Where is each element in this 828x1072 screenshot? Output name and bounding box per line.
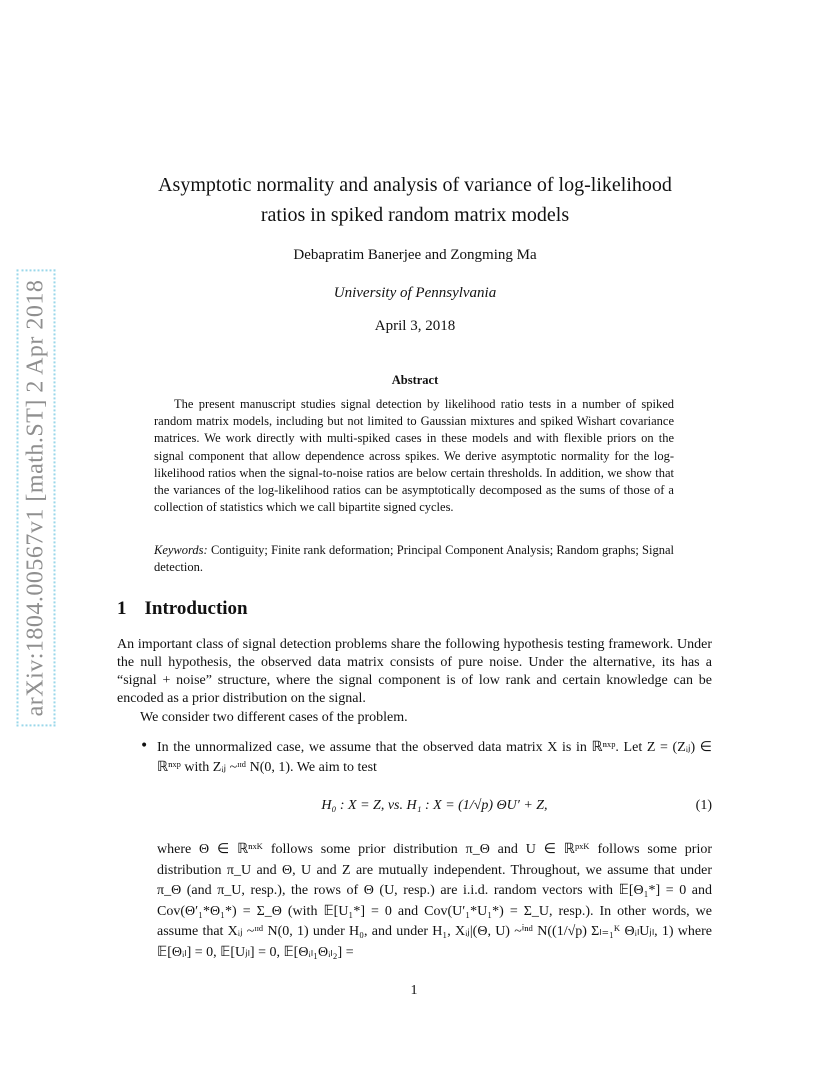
page-number: 1 — [410, 983, 418, 998]
title-line-1: Asymptotic normality and analysis of variance of log-likelihood — [158, 174, 672, 196]
intro-paragraph-2: We consider two different cases of the problem. — [140, 710, 408, 725]
keywords-label: Keywords: — [154, 543, 208, 557]
intro-paragraph-1: An important class of signal detection problems share the following hypothesis testing framework. Under the null hypothesis, the observed data matrix consists of pure noise. Under the alternative, its has a “signal + noise” structure, where the signal component is of low rank and certain knowledge can be encoded as a prior distribution on the signal. — [117, 637, 712, 706]
affiliation: University of Pennsylvania — [333, 285, 497, 301]
equation-1 — [157, 792, 712, 836]
section-title: Introduction — [144, 598, 248, 619]
bullet-1-continuation: where Θ ∈ ℝⁿˣᴷ follows some prior distribution π_Θ and U ∈ ℝᵖˣᴷ follows some prior distribution π_U and Θ, U and Z are mutually independent. Throughout, we assume that under π_Θ (and π_U, resp.), the rows of Θ (U, resp.) are i.i.d. random vectors with 𝔼[Θ₁*] = 0 and Cov(Θ′₁*Θ₁*) = Σ_Θ (with 𝔼[U₁*] = 0 and Cov(U′₁*U₁*) = Σ_U, resp.). In other words, we assume that Xᵢⱼ ~ᶦᶦᵈ N(0, 1) under H₀, and under H₁, Xᵢⱼ|(Θ, U) ~ⁱⁿᵈ N((1/√p) Σₗ₌₁ᴷ ΘᵢₗUⱼₗ, 1) where 𝔼[Θᵢₗ] = 0, 𝔼[Uⱼₗ] = 0, 𝔼[Θᵢₗ₁Θᵢₗ₂] = — [157, 842, 712, 960]
equation-number: (1) — [695, 798, 712, 813]
title-line-2: ratios in spiked random matrix models — [260, 204, 570, 226]
equation-body: H₀ : X = Z, vs. H₁ : X = (1/√p) ΘU′ + Z, — [321, 798, 548, 813]
date: April 3, 2018 — [374, 318, 456, 334]
abstract-heading: Abstract — [391, 373, 439, 387]
bullet-icon: • — [140, 738, 149, 754]
section-number: 1 — [117, 598, 127, 619]
paper-title — [100, 170, 730, 230]
section-heading — [117, 598, 248, 620]
arxiv-identifier[interactable]: arXiv:1804.00567v1 [math.ST] 2 Apr 2018 — [17, 270, 56, 727]
arxiv-stamp — [18, 250, 54, 746]
keywords — [154, 542, 674, 576]
keywords-text: Contiguity; Finite rank deformation; Principal Component Analysis; Random graphs; Signal detection. — [154, 543, 674, 575]
bullet-1-text: In the unnormalized case, we assume that the observed data matrix X is in ℝⁿˣᵖ. Let Z = (Zᵢⱼ) ∈ ℝⁿˣᵖ with Zᵢⱼ ~ᶦᶦᵈ N(0, 1). We aim to test — [157, 740, 712, 775]
abstract-text: The present manuscript studies signal detection by likelihood ratio tests in a number of spiked random matrix models, including but not limited to Gaussian mixtures and spiked Wishart covariance matrices. We work directly with multi-spiked cases in these models and with flexible priors on the signal component that allow dependence across spikes. We derive asymptotic normality for the log-likelihood ratios when the signal-to-noise ratios are below certain thresholds. In addition, we show that the variances of the log-likelihood ratios can be asymptotically decomposed as the sums of those of a collection of statistics which we call bipartite signed cycles. — [154, 397, 674, 515]
authors: Debapratim Banerjee and Zongming Ma — [293, 247, 537, 263]
